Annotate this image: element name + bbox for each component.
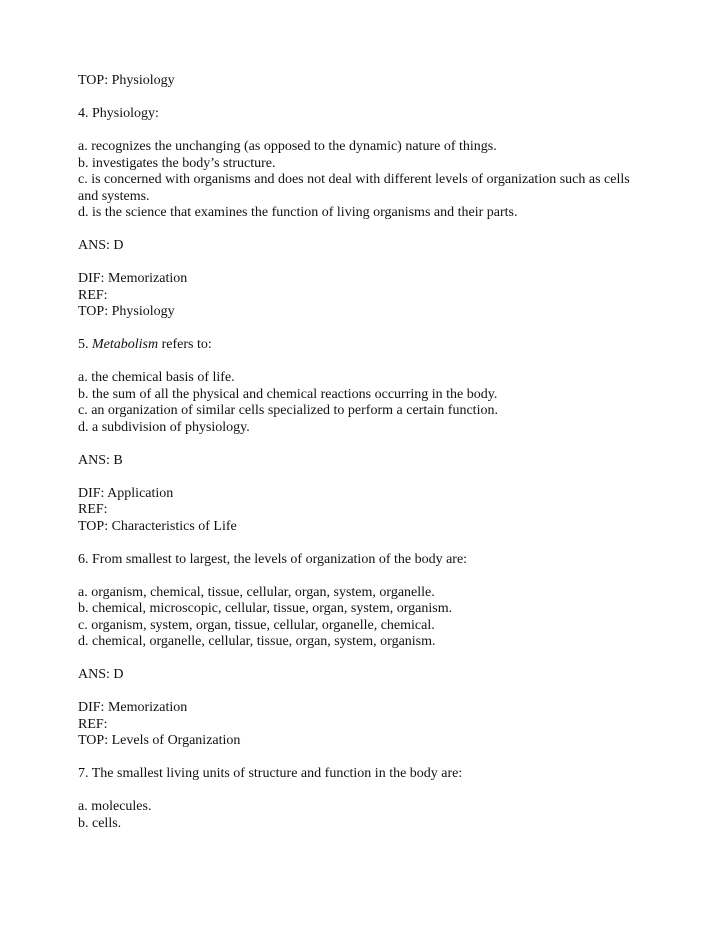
difficulty: DIF: Application	[78, 485, 174, 501]
answer-key	[78, 453, 648, 470]
question-number: 7.	[78, 766, 89, 781]
answer-option: b. investigates the body’s structure.	[78, 155, 276, 171]
question-metadata	[78, 271, 648, 321]
topic: TOP: Physiology	[78, 304, 175, 319]
answer-text: ANS: B	[78, 452, 123, 468]
document-page	[78, 73, 648, 849]
answer-option: b. chemical, microscopic, cellular, tissue, organ, system, organism.	[78, 601, 453, 616]
question-text: The smallest living units of structure and function in the body are:	[91, 766, 463, 781]
answer-option: a. recognizes the unchanging (as opposed to the dynamic) nature of things.	[78, 139, 497, 154]
answer-option: c. an organization of similar cells specialized to perform a certain function.	[78, 403, 498, 418]
question-number: 6.	[78, 551, 89, 567]
topic-line: TOP: Physiology	[78, 73, 175, 88]
question-text: refers to:	[161, 337, 212, 352]
answer-options	[78, 370, 648, 436]
answer-option: c. is concerned with organisms and does not deal with different levels of organization such as cells and systems.	[78, 172, 630, 204]
question-text: From smallest to largest, the levels of organization of the body are:	[92, 551, 468, 567]
question-stem	[78, 552, 648, 569]
question-number: 4.	[78, 106, 89, 121]
question-metadata	[78, 700, 648, 750]
difficulty: DIF: Memorization	[78, 700, 188, 715]
question-stem	[78, 106, 648, 123]
answer-options	[78, 139, 648, 222]
answer-option: c. organism, system, organ, tissue, cellular, organelle, chemical.	[78, 617, 435, 633]
answer-option: d. is the science that examines the function of living organisms and their parts.	[78, 205, 518, 220]
answer-option: a. organism, chemical, tissue, cellular, organ, system, organelle.	[78, 584, 435, 600]
question-metadata	[78, 486, 648, 536]
answer-option: a. molecules.	[78, 799, 152, 814]
answer-option: d. a subdivision of physiology.	[78, 419, 250, 435]
answer-option: d. chemical, organelle, cellular, tissue, organ, system, organism.	[78, 634, 436, 649]
reference: REF:	[78, 287, 108, 303]
question-term: Metabolism	[92, 337, 159, 352]
answer-text: ANS: D	[78, 667, 124, 682]
question-number: 5.	[78, 337, 89, 352]
answer-key	[78, 667, 648, 684]
topic: TOP: Levels of Organization	[78, 733, 241, 748]
question-stem	[78, 337, 648, 354]
topic: TOP: Characteristics of Life	[78, 518, 237, 534]
answer-option: a. the chemical basis of life.	[78, 370, 235, 385]
reference: REF:	[78, 502, 108, 517]
answer-options	[78, 585, 648, 651]
answer-options	[78, 799, 648, 832]
difficulty: DIF: Memorization	[78, 271, 188, 286]
reference: REF:	[78, 716, 108, 732]
answer-option: b. the sum of all the physical and chemical reactions occurring in the body.	[78, 386, 498, 402]
answer-text: ANS: D	[78, 238, 124, 253]
answer-key	[78, 238, 648, 255]
question-stem	[78, 766, 648, 783]
answer-option: b. cells.	[78, 815, 122, 831]
question-text: Physiology:	[92, 106, 159, 121]
